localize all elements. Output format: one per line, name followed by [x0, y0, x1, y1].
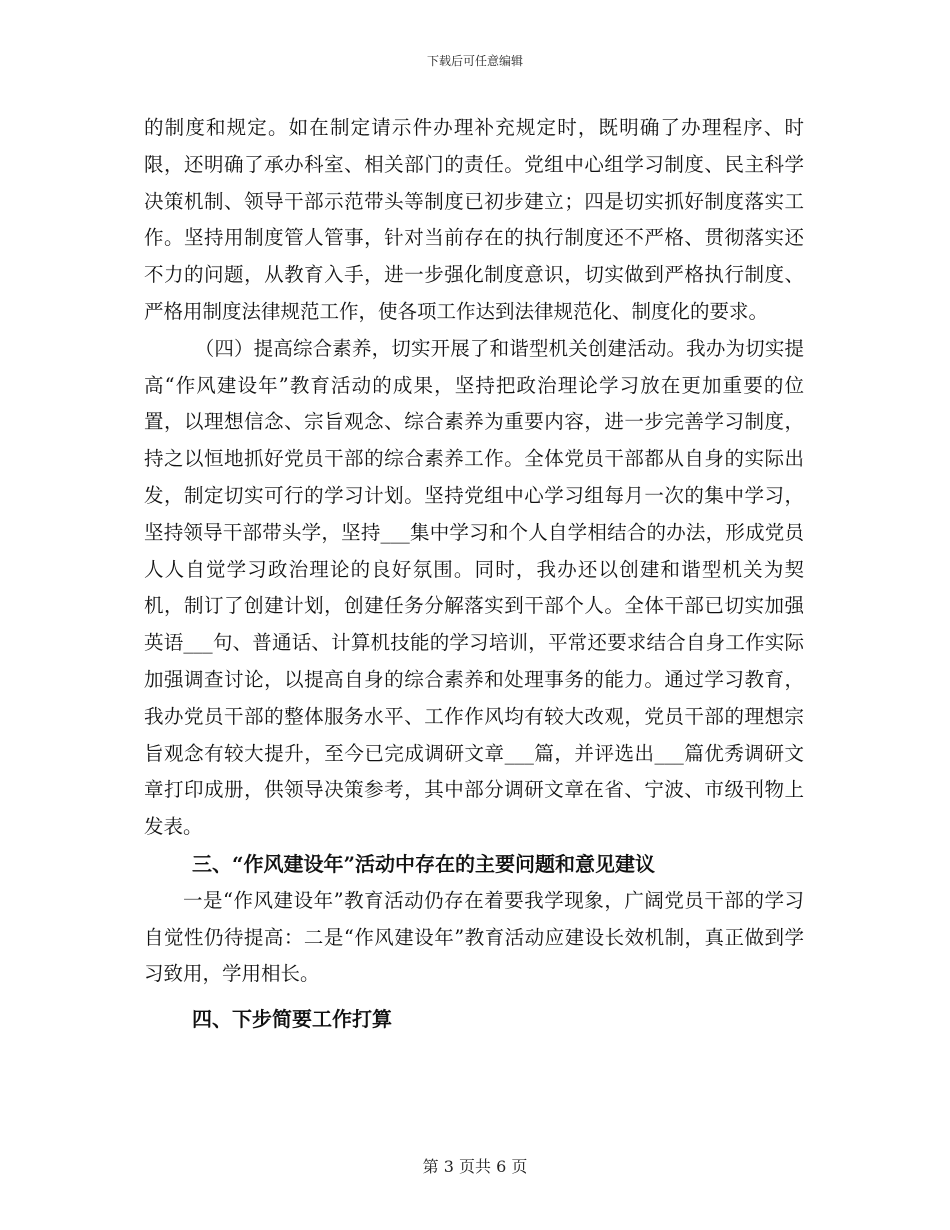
- section-heading-next-steps: 四、下步简要工作打算: [192, 1007, 392, 1032]
- document-body: [144, 110, 804, 1038]
- paragraph-institution-rules: 的制度和规定。如在制定请示件办理补充规定时，既明确了办理程序、时限，还明确了承办科室、相关部门的责任。党组中心组学习制度、民主科学决策机制、领导干部示范带头等制度已初步建立；四是切实抓好制度落实工作。坚持用制度管人管事，针对当前存在的执行制度还不严格、贯彻落实还不力的问题，从教育入手，进一步强化制度意识，切实做到严格执行制度、严格用制度法律规范工作，使各项工作达到法律规范化、制度化的要求。: [144, 116, 804, 323]
- page-footer: 第 3 页共 6 页: [422, 1157, 528, 1176]
- paragraph-comprehensive-quality: （四）提高综合素养，切实开展了和谐型机关创建活动。我办为切实提高“作风建设年”教育活动的成果，坚持把政治理论学习放在更加重要的位置，以理想信念、宗旨观念、综合素养为重要内容，进一步完善学习制度，持之以恒地抓好党员干部的综合素养工作。全体党员干部都从自身的实际出发，制定切实可行的学习计划。坚持党组中心学习组每月一次的集中学习，坚持领导干部带头学，坚持___集中学习和个人自学相结合的办法，形成党员人人自觉学习政治理论的良好氛围。同时，我办还以创建和谐型机关为契机，制订了创建计划，创建任务分解落实到干部个人。全体干部已切实加强英语___句、普通话、计算机技能的学习培训，平常还要求结合自身工作实际加强调查讨论，以提高自身的综合素养和处理事务的能力。通过学习教育，我办党员干部的整体服务水平、工作作风均有较大改观，党员干部的理想宗旨观念有较大提升，至今已完成调研文章___篇，并评选出___篇优秀调研文章打印成册，供领导决策参考，其中部分调研文章在省、宁波、市级刊物上发表。: [144, 336, 804, 839]
- paragraph-problems: 一是“作风建设年”教育活动仍存在着要我学现象，广阔党员干部的学习自觉性仍待提高：二是“作风建设年”教育活动应建设长效机制，真正做到学习致用，学用相长。: [144, 888, 804, 986]
- section-heading-problems: 三、“作风建设年”活动中存在的主要问题和意见建议: [192, 851, 656, 876]
- page-header: 下载后可任意编辑: [426, 54, 523, 68]
